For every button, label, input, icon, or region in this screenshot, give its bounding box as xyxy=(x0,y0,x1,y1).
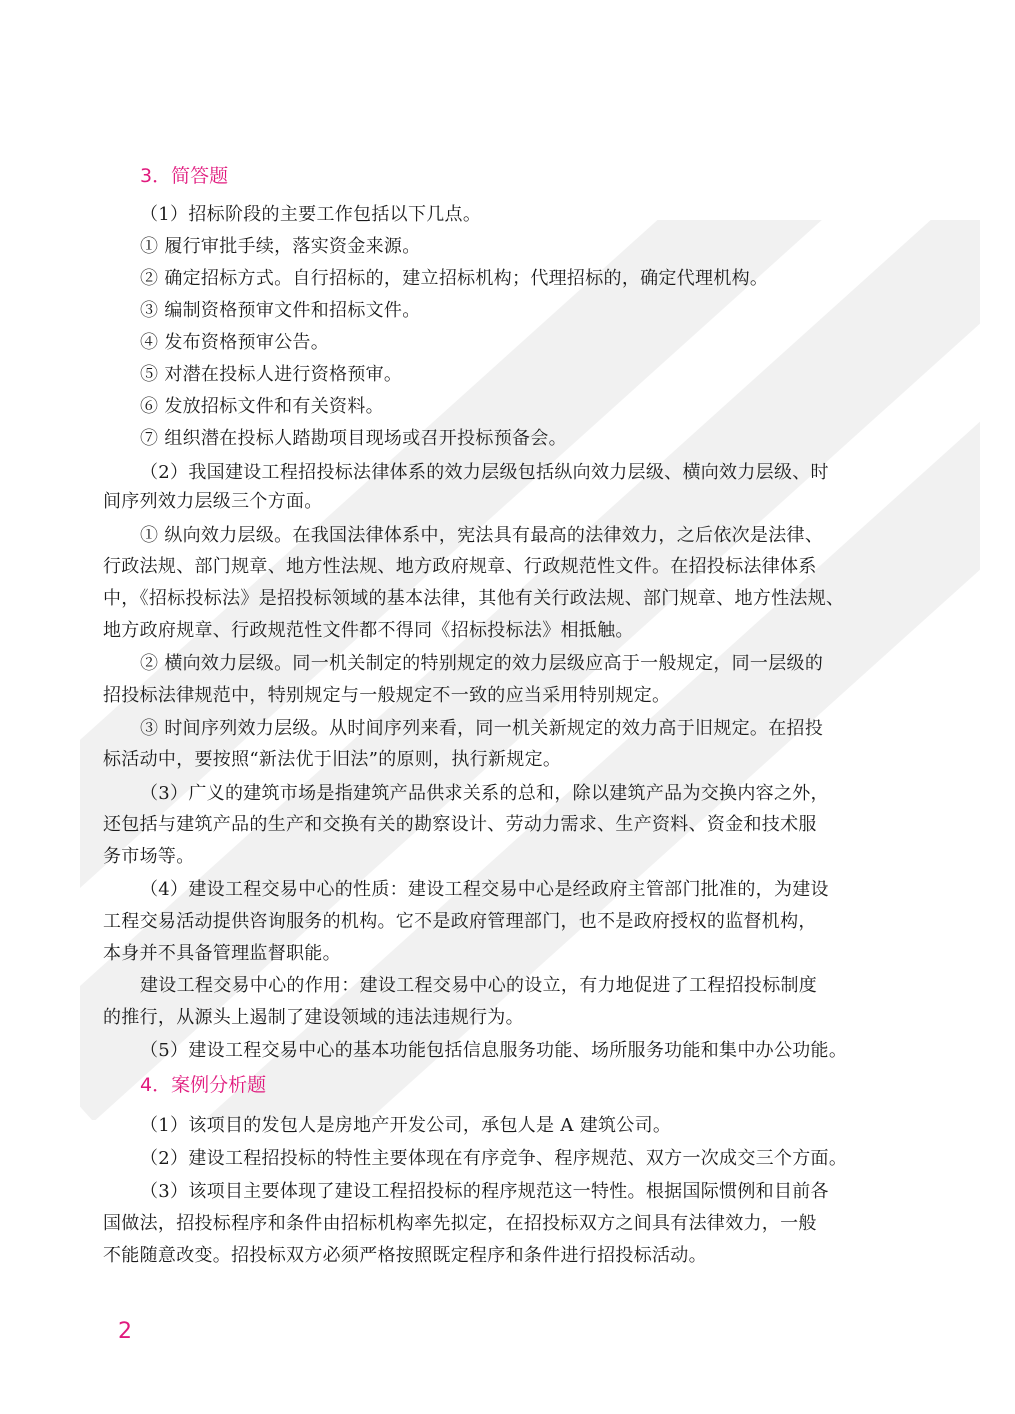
paragraph-line: 还包括与建筑产品的生产和交换有关的勘察设计、劳动力需求、生产资料、资金和技术服 xyxy=(103,814,817,835)
paragraph-line: 建设工程交易中心的作用：建设工程交易中心的设立，有力地促进了工程招投标制度 xyxy=(140,975,818,996)
paragraph-line: （4）建设工程交易中心的性质：建设工程交易中心是经政府主管部门批准的，为建设 xyxy=(140,879,829,900)
paragraph-line: （2）我国建设工程招投标法律体系的效力层级包括纵向效力层级、横向效力层级、时 xyxy=(140,462,829,483)
list-item: ⑦ 组织潜在投标人踏勘项目现场或召开投标预备会。 xyxy=(140,428,567,449)
page-number: 2 xyxy=(118,1319,132,1344)
paragraph-line: （3）该项目主要体现了建设工程招投标的程序规范这一特性。根据国际惯例和目前各 xyxy=(140,1181,829,1202)
list-item: ③ 编制资格预审文件和招标文件。 xyxy=(140,300,421,321)
paragraph-line: 间序列效力层级三个方面。 xyxy=(103,491,323,512)
paragraph-line: 本身并不具备管理监督职能。 xyxy=(103,943,341,964)
paragraph-line: 地方政府规章、行政规范性文件都不得同《招标投标法》相抵触。 xyxy=(103,620,634,641)
paragraph-line: 招投标法律规范中，特别规定与一般规定不一致的应当采用特别规定。 xyxy=(103,685,671,706)
paragraph-line: 标活动中，要按照“新法优于旧法”的原则，执行新规定。 xyxy=(103,749,562,770)
paragraph-line: ③ 时间序列效力层级。从时间序列来看，同一机关新规定的效力高于旧规定。在招投 xyxy=(140,718,824,739)
paragraph-line: 不能随意改变。招投标双方必须严格按照既定程序和条件进行招投标活动。 xyxy=(103,1245,707,1266)
paragraph-line: 中，《招标投标法》是招投标领域的基本法律，其他有关行政法规、部门规章、地方性法规、 xyxy=(103,588,845,609)
paragraph-line: （2）建设工程招投标的特性主要体现在有序竞争、程序规范、双方一次成交三个方面。 xyxy=(140,1148,848,1169)
paragraph-line: 务市场等。 xyxy=(103,846,195,867)
list-item: ⑤ 对潜在投标人进行资格预审。 xyxy=(140,364,403,385)
list-item: ② 确定招标方式。自行招标的，建立招标机构；代理招标的，确定代理机构。 xyxy=(140,268,769,289)
paragraph-line: （3）广义的建筑市场是指建筑产品供求关系的总和，除以建筑产品为交换内容之外， xyxy=(140,783,829,804)
list-item: ⑥ 发放招标文件和有关资料。 xyxy=(140,396,384,417)
paragraph-line: ① 纵向效力层级。在我国法律体系中，宪法具有最高的法律效力，之后依次是法律、 xyxy=(140,525,824,546)
paragraph-line: （1）招标阶段的主要工作包括以下几点。 xyxy=(140,204,482,225)
paragraph-line: 的推行，从源头上遏制了建设领域的违法违规行为。 xyxy=(103,1007,524,1028)
section-heading-short-answer: 3．简答题 xyxy=(140,165,229,187)
paragraph-line: 行政法规、部门规章、地方性法规、地方政府规章、行政规范性文件。在招投标法律体系 xyxy=(103,556,817,577)
section-heading-case-analysis: 4．案例分析题 xyxy=(140,1074,267,1096)
paragraph-line: 国做法，招投标程序和条件由招标机构率先拟定，在招投标双方之间具有法律效力，一般 xyxy=(103,1213,817,1234)
paragraph-line: ② 横向效力层级。同一机关制定的特别规定的效力层级应高于一般规定，同一层级的 xyxy=(140,653,824,674)
paragraph-line: （1）该项目的发包人是房地产开发公司，承包人是 A 建筑公司。 xyxy=(140,1115,672,1136)
list-item: ④ 发布资格预审公告。 xyxy=(140,332,330,353)
list-item: ① 履行审批手续，落实资金来源。 xyxy=(140,236,421,257)
paragraph-line: 工程交易活动提供咨询服务的机构。它不是政府管理部门，也不是政府授权的监督机构， xyxy=(103,911,817,932)
paragraph-line: （5）建设工程交易中心的基本功能包括信息服务功能、场所服务功能和集中办公功能。 xyxy=(140,1040,848,1061)
